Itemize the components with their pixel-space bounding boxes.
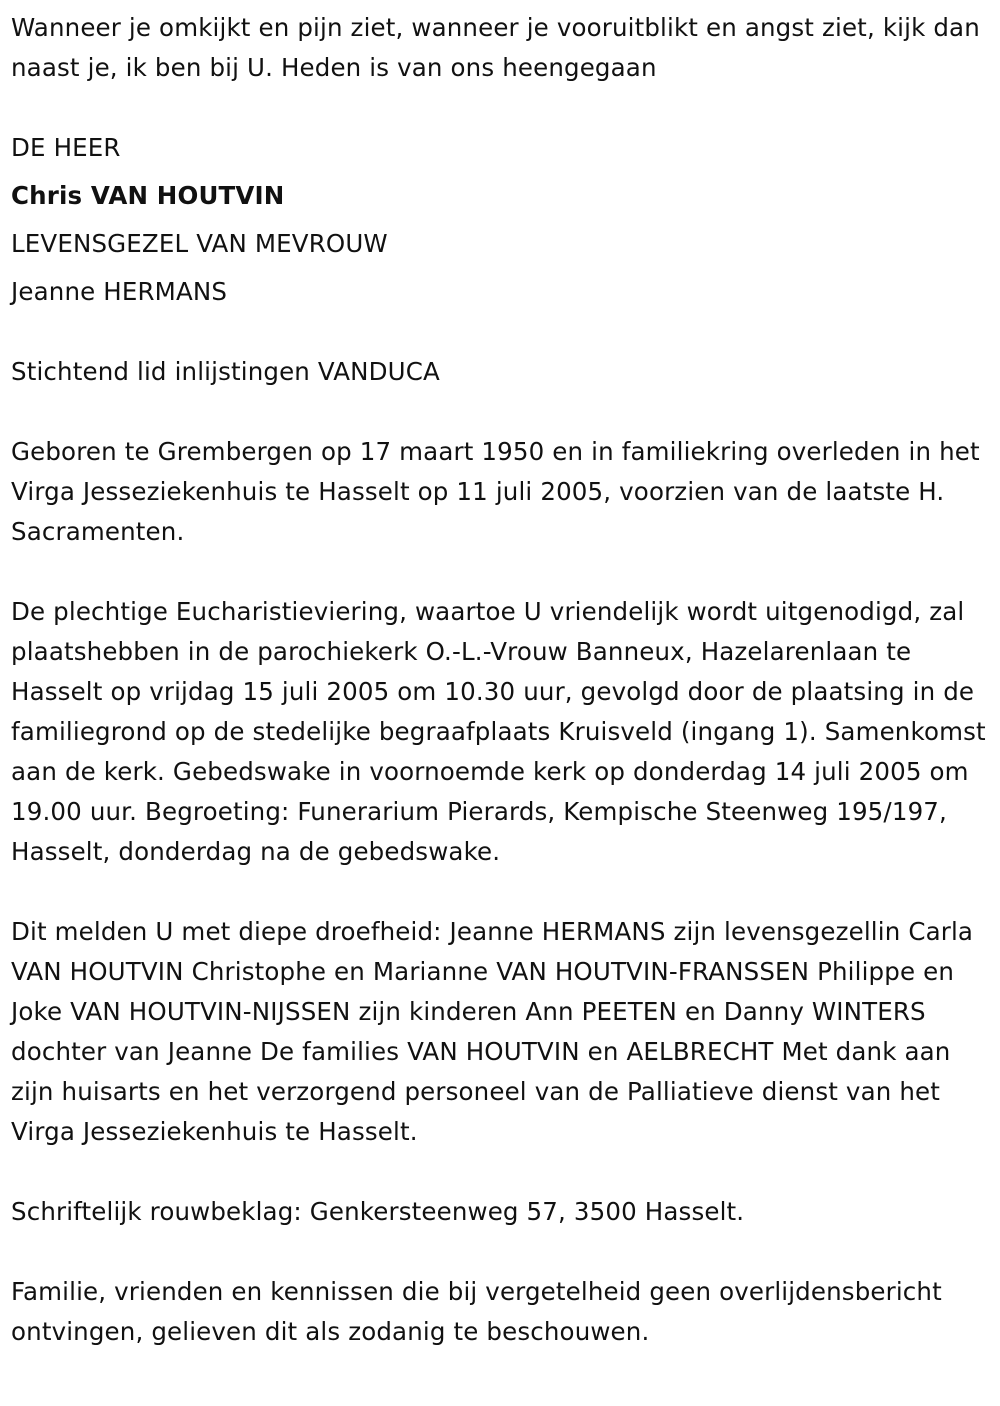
closing-paragraph: Familie, vrienden en kennissen die bij vergetelheid geen overlijdensbericht ontvingen, gelieven dit als zodanig te beschouwen. xyxy=(11,1277,942,1346)
partner-name: Jeanne HERMANS xyxy=(11,277,228,306)
announcement-paragraph: Dit melden U met diepe droefheid: Jeanne HERMANS zijn levensgezellin Carla VAN HOUTVIN Christophe en Marianne VAN HOUTVIN-FRANSSEN Philippe en Joke VAN HOUTVIN-NIJSSEN zijn kinderen Ann PEETEN en Danny WINTERS dochter van Jeanne De families VAN HOUTVIN en AELBRECHT Met dank aan zijn huisarts en het verzorgend personeel van de Palliatieve dienst van het Virga Jesseziekenhuis te Hasselt. xyxy=(11,917,974,1146)
condolence-address: Schriftelijk rouwbeklag: Genkersteenweg 57, 3500 Hasselt. xyxy=(11,1197,745,1226)
partner-label: LEVENSGEZEL VAN MEVROUW xyxy=(11,229,388,258)
opening-text: Wanneer je omkijkt en pijn ziet, wanneer je vooruitblikt en angst ziet, kijk dan naast je, ik ben bij U. Heden is van ons heengegaan xyxy=(11,13,980,82)
title-line: DE HEER xyxy=(11,133,121,162)
deceased-name: Chris VAN HOUTVIN xyxy=(11,181,285,210)
birth-death-paragraph: Geboren te Grembergen op 17 maart 1950 en in familiekring overleden in het Virga Jesseziekenhuis te Hasselt op 11 juli 2005, voorzien van de laatste H. Sacramenten. xyxy=(11,437,980,546)
deceased-header xyxy=(11,128,995,312)
ceremony-paragraph: De plechtige Eucharistieviering, waartoe U vriendelijk wordt uitgenodigd, zal plaatshebben in de parochiekerk O.-L.-Vrouw Banneux, Hazelarenlaan te Hasselt op vrijdag 15 juli 2005 om 10.30 uur, gevolgd door de plaatsing in de familiegrond op de stedelijke begraafplaats Kruisveld (ingang 1). Samenkomst aan de kerk. Gebedswake in voornoemde kerk op donderdag 14 juli 2005 om 19.00 uur. Begroeting: Funerarium Pierards, Kempische Steenweg 195/197, Hasselt, donderdag na de gebedswake. xyxy=(11,597,986,866)
founder-line: Stichtend lid inlijstingen VANDUCA xyxy=(11,357,440,386)
obituary-document xyxy=(11,8,995,1352)
